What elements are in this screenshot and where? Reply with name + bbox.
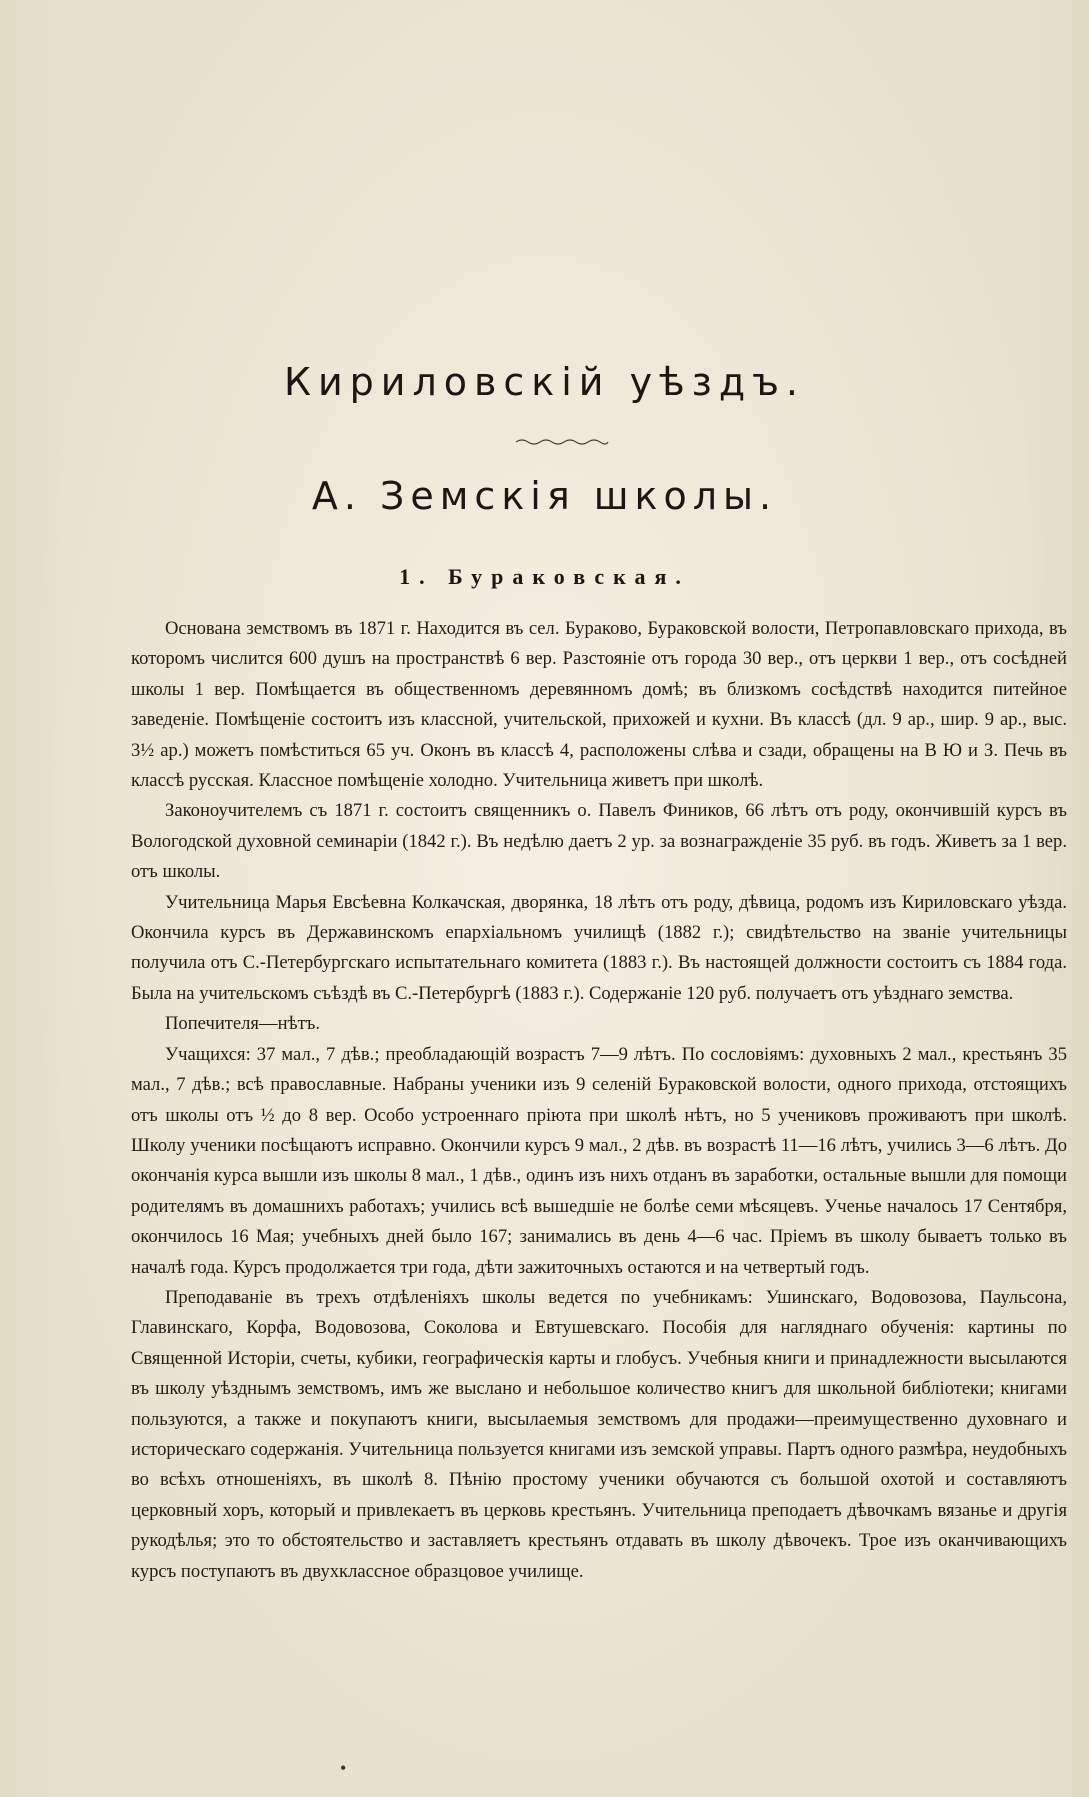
region-title: Кириловскій уѣздъ. [283,360,806,404]
footer-mark: • [340,1758,347,1778]
paragraph-teaching: Преподаваніе въ трехъ отдѣленіяхъ школы ведется по учебникамъ: Ушинскаго, Водовозова, Паульсона, Главинскаго, Корфа, Водовозова, Соколова и Евтушевскаго. Пособія для нагляднаго обученія: картины по Священной Исторіи, счеты, кубики, географическія карты и глобусъ. Учебныя книги и принадлежности высылаются въ школу уѣзднымъ земствомъ, имъ же выслано и небольшое количество книгъ для школьной библіотеки; книгами пользуются, а также и покупаютъ книги, высылаемыя земствомъ для продажи—преимущественно духовнаго и историческаго содержанія. Учительница пользуется книгами изъ земской управы. Партъ одного размѣра, неудобныхъ во всѣхъ отношеніяхъ, въ школѣ 8. Пѣнію простому ученики обучаются съ большой охотой и составляютъ церковный хоръ, который и привлекаетъ въ церковь крестьянъ. Учительница преподаетъ дѣвочкамъ вязанье и другія рукодѣлья; это то обстоятельство и заставляетъ крестьянъ отдавать въ школу дѣвочекъ. Трое изъ оканчивающихъ курсъ поступаютъ въ двухклассное образцовое училище. [131,1286,1067,1582]
section-title: А. Земскія школы. [311,474,778,518]
paragraph-location: Основана земствомъ въ 1871 г. Находится въ сел. Бураково, Бураковской волости, Петропавловскаго прихода, въ которомъ числится 600 душъ на пространствѣ 6 вер. Разстояніе отъ города 30 вер., отъ церкви 1 вер., отъ сосѣдней школы 1 вер. Помѣщается въ общественномъ деревянномъ домѣ; въ близкомъ сосѣдствѣ находится питейное заведеніе. Помѣщеніе состоитъ изъ классной, учительской, прихожей и кухни. Въ классѣ (дл. 9 ар., шир. 9 ар., выс. 3½ ар.) можетъ помѣститься 65 уч. Оконъ въ классѣ 4, расположены слѣва и сзади, обращены на В Ю и З. Печь въ классѣ русская. Классное помѣщеніе холодно. Учительница живетъ при школѣ. [131,618,1067,792]
paragraph-religion-teacher: Законоучителемъ съ 1871 г. состоитъ священникъ о. Павелъ Фиников, 66 лѣтъ отъ роду, окончившій курсъ въ Вологодской духовной семинаріи (1842 г.). Въ недѣлю даетъ 2 ур. за вознагражденіе 35 руб. въ годъ. Живетъ за 1 вер. отъ школы. [131,800,1067,883]
school-title: 1. Бураковская. [399,564,690,589]
paragraph-trustees: Попечителя—нѣтъ. [165,1013,321,1035]
title-ornament [514,436,610,448]
paragraph-students: Учащихся: 37 мал., 7 дѣв.; преобладающій возрастъ 7—9 лѣтъ. По сословіямъ: духовныхъ 2 мал., крестьянъ 35 мал., 7 дѣв.; всѣ православные. Набраны ученики изъ 9 селеній Бураковской волости, одного прихода, отстоящихъ отъ школы отъ ½ до 8 вер. Особо устроеннаго пріюта при школѣ нѣтъ, но 5 учениковъ проживаютъ при школѣ. Школу ученики посѣщаютъ исправно. Окончили курсъ 9 мал., 2 дѣв. въ возрастѣ 11—16 лѣтъ, учились 3—6 лѣтъ. До окончанія курса вышли изъ школы 8 мал., 1 дѣв., одинъ изъ нихъ отданъ въ заработки, остальные вышли для помощи родителямъ въ домашнихъ работахъ; учились всѣ вышедшіе не болѣе семи мѣсяцевъ. Ученье началось 17 Сентября, окончилось 16 Мая; учебныхъ дней было 167; занимались въ день 4—6 час. Пріемъ въ школу бываетъ только въ началѣ года. Курсъ продолжается три года, дѣти зажиточныхъ остаются и на четвертый годъ. [131,1043,1067,1278]
paragraph-teacher: Учительница Марья Евсѣевна Колкачская, дворянка, 18 лѣтъ отъ роду, дѣвица, родомъ изъ Кириловскаго уѣзда. Окончила курсъ въ Державинскомъ епархіальномъ училищѣ (1882 г.); свидѣтельство на званіе учительницы получила отъ С.-Петербургскаго испытательнаго комитета (1883 г.). Въ настоящей должности состоитъ съ 1884 года. Была на учительскомъ съѣздѣ въ С.-Петербургѣ (1883 г.). Содержаніе 120 руб. получаетъ отъ уѣзднаго земства. [131,891,1067,1004]
body-text [131,614,1067,1587]
